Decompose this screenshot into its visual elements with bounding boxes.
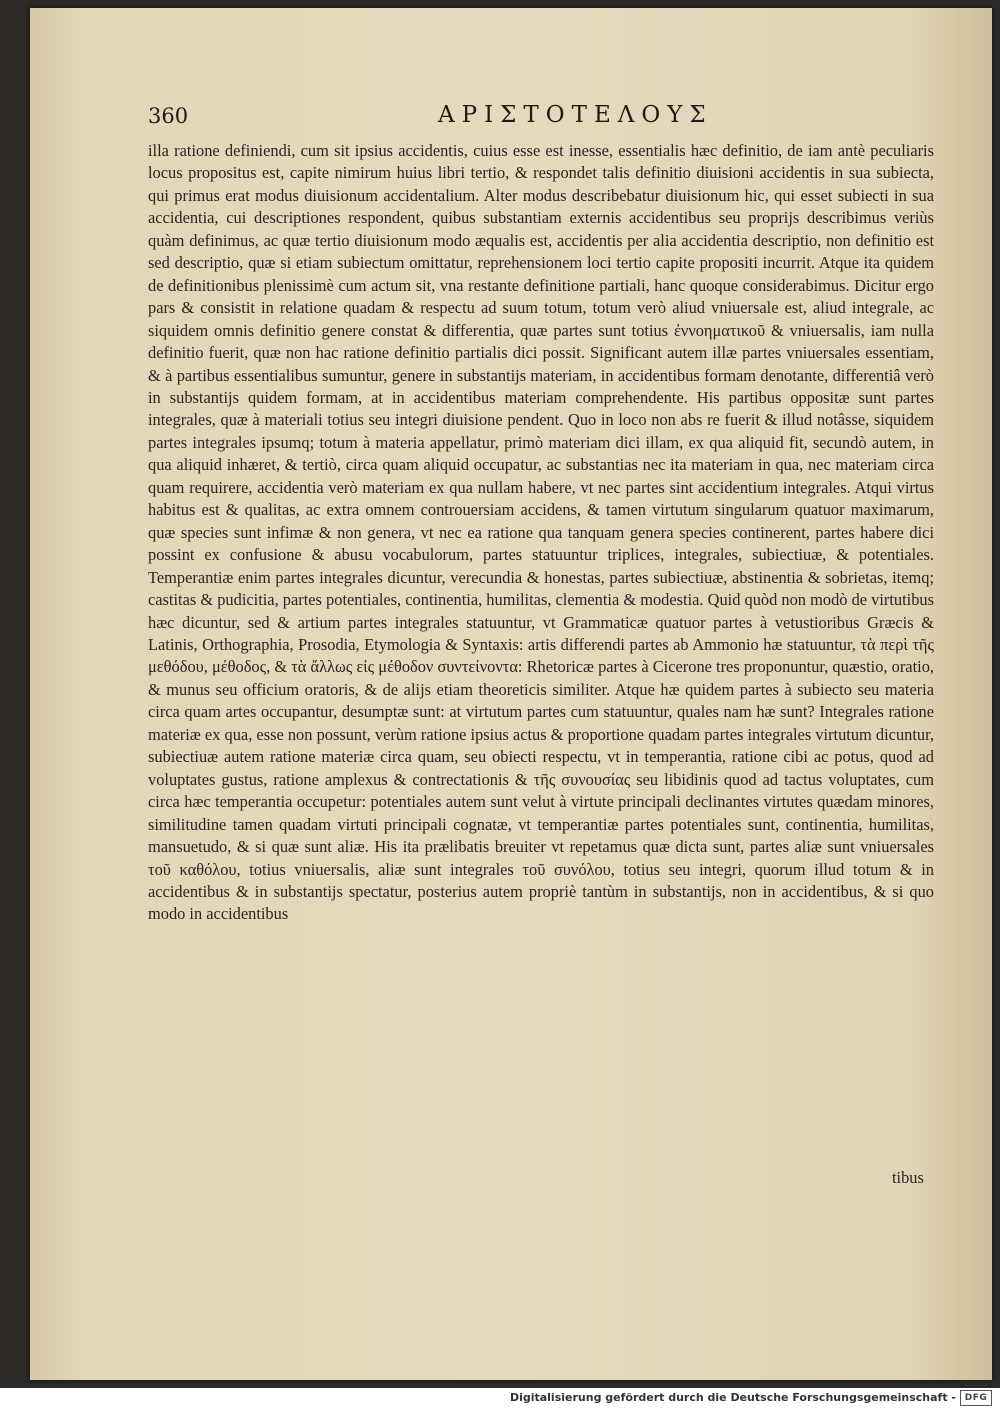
page-header [148,100,932,132]
footer-bar [0,1388,1000,1409]
body-text: illa ratione definiendi, cum sit ipsius accidentis, cuius esse est inesse, essentialis hæc definitio, de iam antè peculiaris locus propositus est, capite nimirum huius libri tertio, & respondet talis definitio diuisioni accidentis in sua subiecta, qui primus erat modus diuisionum accidentalium. Alter modus describebatur diuisionum hic, qui esset subiecti in sua accidentia, cui descriptiones respondent, quibus substantiam externis accidentibus seu proprijs describimus veriùs quàm definimus, ac quæ tertio diuisionum modo æqualis est, accidentis per alia accidentia descriptio, non definitio est sed descriptio, quæ si etiam subiectum omittatur, reprehensionem loci tertio capite propositi incurrit. Atque ita quidem de definitionibus plenissimè cum actum sit, vna restante definitione partiali, hanc quoque considerabimus. Dicitur ergo pars & consistit in relatione quadam & respectu ad suum totum, totum verò aliud vniuersale est, aliud integrale, ac siquidem omnis definitio genere constat & differentia, quæ partes sunt totius ἐννοηματικοῦ & vniuersalis, iam nulla definitio fuerit, quæ non hac ratione definitio partialis dici possit. Significant autem illæ partes vniuersales essentiam, & à partibus essentialibus sumuntur, genere in substantijs materiam, in accidentibus formam denotante, differentiâ verò in substantijs quidem formam, at in accidentibus materiam comprehendente. His partibus oppositæ sunt partes integrales, quæ à materiali totius seu integri diuisione pendent. Quo in loco non abs re fuerit & illud notâsse, siquidem partes integrales ipsumq; totum à materia appellatur, primò materiam dici illam, ex qua aliquid fit, secundò autem, in qua aliquid inhæret, & tertiò, circa quam aliquid occupatur, ac substantias nec ita materiam in qua, nec materiam circa quam requirere, accidentia verò materiam ex qua nullam habere, vt nec partes sint accidentium integrales. Atqui virtus habitus est & qualitas, ac extra omnem controuersiam accidens, & tamen virtutum singularum quatuor maximarum, quæ species sunt infimæ & non genera, vt nec ea ratione qua tanquam genera species continerent, partes habere dici possint ex confusione & abusu vocabulorum, partes statuuntur triplices, integrales, subiectiuæ, & potentiales. Temperantiæ enim partes integrales dicuntur, verecundia & honestas, partes subiectiuæ, abstinentia & sobrietas, itemq; castitas & pudicitia, partes potentiales, continentia, humilitas, clementia & modestia. Quid quòd non modò de virtutibus hæc dicuntur, sed & artium partes integrales statuuntur, vt Grammaticæ quatuor partes à vetustioribus Græcis & Latinis, Orthographia, Prosodia, Etymologia & Syntaxis: artis differendi partes ab Ammonio hæ statuuntur, τὰ περὶ τῆς μεθόδου, μέθοδος, & τὰ ἄλλως εἰς μέθοδον συντείνοντα: Rhetoricæ partes à Cicerone tres proponuntur, quæstio, oratio, & munus seu officium oratoris, & de alijs etiam theoreticis similiter. Atque hæ quidem partes à subiecto seu materia circa quam artes occupantur, desumptæ sunt: at virtutum partes cum statuuntur, quales nam hæ sunt? Integrales ratione materiæ ex qua, esse non possunt, verùm ratione ipsius actus & proportione quadam partes integrales virtutum dicuntur, subiectiuæ autem ratione materiæ circa quam, seu obiecti respectu, vt in temperantia, ratione cibi ac potus, quod ad voluptates gustus, ratione amplexus & contrectationis & τῆς συνουσίας seu libidinis quod ad tactus voluptates, cum circa hæc temperantia occupetur: potentiales autem sunt velut à virtute principali declinantes virtutes quædam minores, similitudine tamen quadam virtuti principali cognatæ, vt temperantiæ partes potentiales sunt, continentia, humilitas, mansuetudo, & si quæ sunt aliæ. His ita prælibatis breuiter vt repetamus quæ dicta sunt, partes aliæ sunt vniuersales τοῦ καθόλου, totius vniuersalis, aliæ sunt integrales τοῦ συνόλου, totius seu integri, quorum illud totum & in accidentibus & in substantijs spectatur, posterius autem propriè tantùm in substantijs, non in accidentibus, & si quo modo in accidentibus [148,141,934,924]
running-title: ΑΡΙΣΤΟΤΕΛΟΥΣ [438,102,713,128]
digitization-credit: Digitalisierung gefördert durch die Deutsche Forschungsgemeinschaft - [509,1391,956,1404]
catchword: tibus [892,1168,924,1187]
page-number: 360 [148,104,189,128]
dfg-logo: DFG [960,1390,992,1406]
